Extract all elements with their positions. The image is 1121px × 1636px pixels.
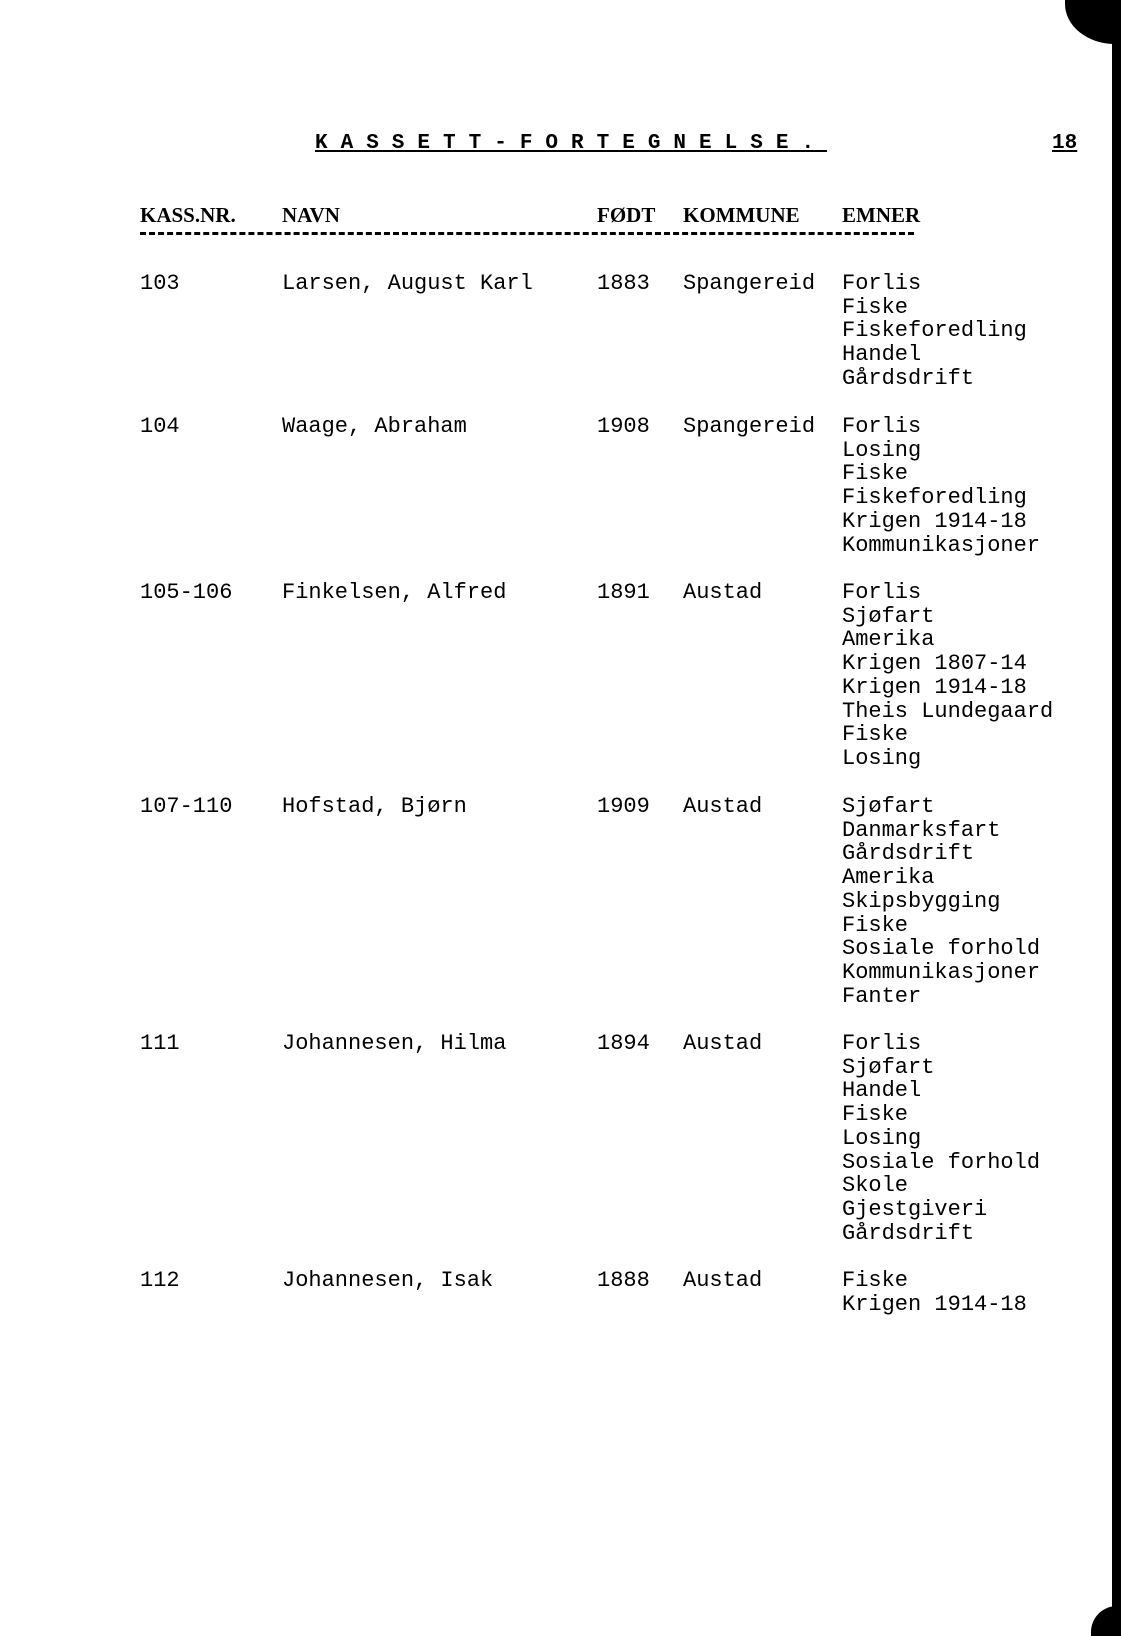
topic-item: Skole xyxy=(842,1173,909,1199)
topic-item: Fiske xyxy=(842,461,909,487)
column-header-emner: EMNER xyxy=(842,203,921,227)
scan-bottom-corner-mark xyxy=(1091,1606,1121,1636)
topic-item: Forlis xyxy=(842,414,922,439)
topic-item: Gårdsdrift xyxy=(842,1220,975,1246)
cell-kass-nr: 105-106 xyxy=(140,580,233,605)
cell-kommune: Spangereid xyxy=(683,414,816,439)
cell-kass-nr: 111 xyxy=(140,1031,180,1056)
topic-item: Kommunikasjoner xyxy=(842,959,1041,985)
topic-item: Fiske xyxy=(842,912,909,938)
topic-item: Amerika xyxy=(842,865,935,891)
scan-corner-mark xyxy=(1065,0,1121,44)
topic-item: Krigen 1914-18 xyxy=(842,1291,1027,1317)
cell-fodt: 1908 xyxy=(597,414,650,439)
topic-item: Handel xyxy=(842,1078,922,1104)
topic-item: Losing xyxy=(842,745,922,771)
topic-list xyxy=(842,581,1053,771)
topic-item: Forlis xyxy=(842,1031,922,1056)
topic-item: Forlis xyxy=(842,271,922,296)
cell-kommune: Austad xyxy=(683,794,763,819)
topic-item: Gjestgiveri xyxy=(842,1196,988,1222)
page-number: 18 xyxy=(1052,132,1078,155)
topic-item: Fiskeforedling xyxy=(842,485,1027,511)
page-title: KASSETT-FORTEGNELSE. xyxy=(315,132,828,155)
cell-fodt: 1909 xyxy=(597,794,650,819)
topic-item: Losing xyxy=(842,1125,922,1151)
topic-item: Gårdsdrift xyxy=(842,365,975,391)
column-header-kommune: KOMMUNE xyxy=(683,203,800,227)
topic-item: Krigen 1914-18 xyxy=(842,508,1027,534)
topic-list xyxy=(842,415,1040,557)
column-header-navn: NAVN xyxy=(282,203,340,227)
topic-item: Fanter xyxy=(842,983,922,1009)
cell-navn: Johannesen, Hilma xyxy=(282,1031,507,1056)
topic-item: Sjøfart xyxy=(842,603,935,629)
topic-list xyxy=(842,1032,1040,1245)
header-rule xyxy=(140,232,914,235)
topic-item: Fiskeforedling xyxy=(842,318,1027,344)
cell-kass-nr: 103 xyxy=(140,271,180,296)
cell-fodt: 1883 xyxy=(597,271,650,296)
topic-item: Krigen 1914-18 xyxy=(842,674,1027,700)
cell-navn: Waage, Abraham xyxy=(282,414,467,439)
cell-navn: Johannesen, Isak xyxy=(282,1268,494,1293)
cell-fodt: 1888 xyxy=(597,1268,650,1293)
cell-navn: Finkelsen, Alfred xyxy=(282,580,507,605)
cell-fodt: 1894 xyxy=(597,1031,650,1056)
topic-list xyxy=(842,795,1040,1008)
scan-edge-shadow xyxy=(1112,40,1121,1636)
topic-item: Danmarksfart xyxy=(842,817,1001,843)
topic-item: Sjøfart xyxy=(842,794,935,819)
cell-kass-nr: 104 xyxy=(140,414,180,439)
topic-item: Fiske xyxy=(842,1102,909,1128)
topic-item: Fiske xyxy=(842,1268,909,1293)
topic-item: Krigen 1807-14 xyxy=(842,651,1027,677)
topic-item: Losing xyxy=(842,437,922,463)
topic-list xyxy=(842,1269,1027,1316)
topic-item: Sosiale forhold xyxy=(842,1149,1041,1175)
topic-item: Fiske xyxy=(842,294,909,320)
cell-kommune: Austad xyxy=(683,1268,763,1293)
topic-item: Gårdsdrift xyxy=(842,841,975,867)
cell-kommune: Austad xyxy=(683,1031,763,1056)
cell-kass-nr: 107-110 xyxy=(140,794,233,819)
topic-item: Sjøfart xyxy=(842,1054,935,1080)
cell-kass-nr: 112 xyxy=(140,1268,180,1293)
topic-item: Forlis xyxy=(842,580,922,605)
column-header-fodt: FØDT xyxy=(597,203,656,227)
topic-item: Kommunikasjoner xyxy=(842,532,1041,558)
topic-item: Skipsbygging xyxy=(842,888,1001,914)
cell-fodt: 1891 xyxy=(597,580,650,605)
cell-navn: Hofstad, Bjørn xyxy=(282,794,467,819)
cell-kommune: Spangereid xyxy=(683,271,816,296)
topic-item: Fiske xyxy=(842,722,909,748)
topic-item: Handel xyxy=(842,342,922,368)
topic-item: Theis Lundegaard xyxy=(842,698,1054,724)
topic-item: Amerika xyxy=(842,627,935,653)
topic-item: Sosiale forhold xyxy=(842,936,1041,962)
column-header-kass-nr: KASS.NR. xyxy=(140,203,236,227)
cell-navn: Larsen, August Karl xyxy=(282,271,533,296)
cell-kommune: Austad xyxy=(683,580,763,605)
topic-list xyxy=(842,272,1027,391)
